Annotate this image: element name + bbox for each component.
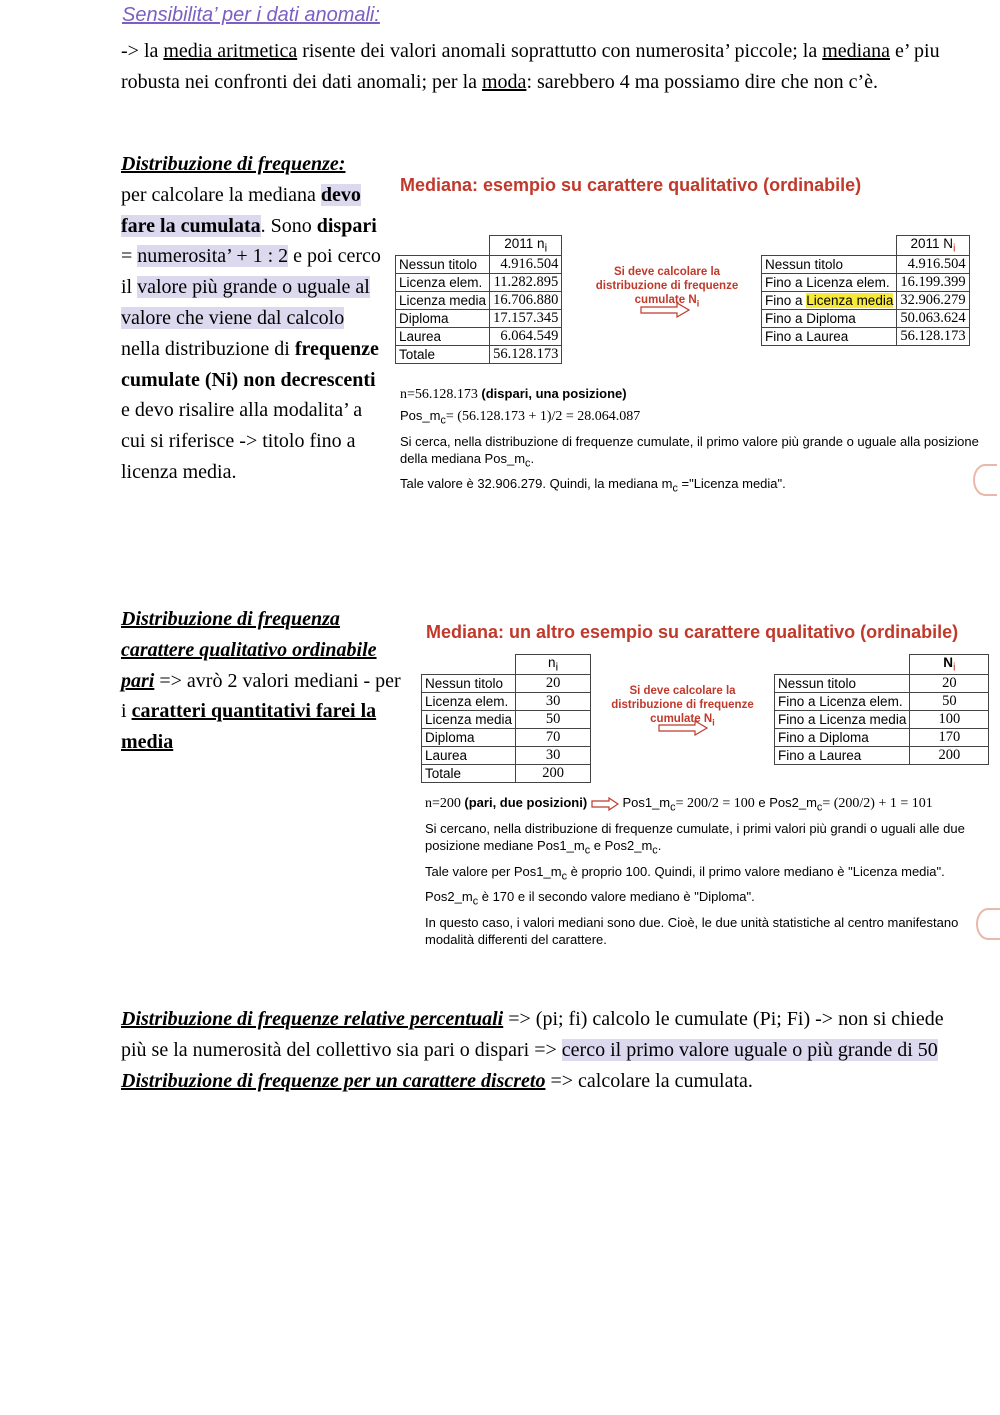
notes-text: e poi cerco il <box>121 245 381 299</box>
cumulative-note: Si deve calcolare la distribuzione di frequenze cumulate $N_i$ <box>611 685 754 729</box>
notes-even-distribution <box>121 604 401 758</box>
table-row: Fino a Licenza elem. 50 <box>775 692 989 710</box>
table-row: Licenza media 16.706.880 <box>396 291 562 309</box>
slide-title: Mediana: un altro esempio su carattere qualitativo (ordinabile) <box>426 622 959 642</box>
arrow-right-icon <box>639 302 691 318</box>
table-row: Licenza elem. 11.282.895 <box>396 273 562 291</box>
table-row: Fino a Licenza elem. 16.199.399 <box>762 273 970 291</box>
arrow-right-icon <box>657 720 709 736</box>
term-media: media aritmetica <box>163 40 298 62</box>
notes-highlight: devo fare la cumulata <box>121 183 361 237</box>
notes-heading: Distribuzione di frequenza carattere qualitativo ordinabile pari <box>121 608 377 692</box>
notes-text: = <box>121 245 138 268</box>
table-row: Totale 56.128.173 <box>396 345 562 363</box>
table-header: $n_i$ <box>516 655 591 675</box>
table-row: Laurea 30 <box>422 746 591 764</box>
table-row: Fino a Diploma 170 <box>775 728 989 746</box>
notes-highlight: valore più grande o uguale al valore che viene dal calcolo <box>121 276 370 329</box>
highlight-median-class: Licenza media <box>806 292 894 308</box>
cumulative-table-right <box>774 654 989 765</box>
table-header: 2011 $n_i$ <box>490 236 562 256</box>
notes-heading: Distribuzione di frequenze relative percentuali <box>121 1008 504 1030</box>
table-row: Laurea 6.064.549 <box>396 327 562 345</box>
intro-paragraph <box>121 36 951 98</box>
notes-bold: dispari <box>316 214 377 237</box>
table-row: Nessun titolo 20 <box>775 674 989 692</box>
section-title: Sensibilita’ per i dati anomali: <box>122 4 380 26</box>
table-row: Fino a Diploma 50.063.624 <box>762 309 970 327</box>
table-header: $N_i$ <box>910 655 989 675</box>
frequency-table-left <box>395 235 562 364</box>
table-row: Nessun titolo 4.916.504 <box>396 255 562 273</box>
notes-highlight: numerosita’ + 1 : 2 <box>137 245 289 268</box>
intro-text: risente dei valori anomali soprattutto con numerosita’ piccole; la <box>297 40 823 62</box>
notes-text: e devo risalire alla modalita’ a cui si riferisce -> titolo fino a licenza media. <box>121 399 363 483</box>
notes-text: => (pi; fi) calcolo le cumulate (Pi; Fi) -> non si chiede più se la numerosità del collettivo sia pari o dispari => <box>121 1008 944 1061</box>
slide-explanation: n=56.128.173 (dispari, una posizione) $Pos\_m_c= (56.128.173 + 1)/2 = 28.064.087$ Si cerca, nella distribuzione di frequenze cumulate, il primo valore più grande o uguale alla posizione della mediana $Pos\_m_c$. Tale valore è 32.906.279. Quindi, la mediana $m_c$ ="Licenza media". <box>400 386 979 495</box>
notes-text: per calcolare la mediana <box>121 183 321 206</box>
table-header: 2011 $N_i$ <box>897 236 969 256</box>
intro-text: : sarebbero 4 ma possiamo dire che non c’è. <box>526 71 878 93</box>
seal-icon <box>976 908 1000 940</box>
notes-highlight: cerco il primo valore uguale o più grande di 50 <box>561 1039 938 1061</box>
table-row: Licenza elem. 30 <box>422 692 591 710</box>
slide-title: Mediana: esempio su carattere qualitativo (ordinabile) <box>400 175 862 195</box>
term-moda: moda <box>482 71 527 93</box>
table-row: Fino a Licenza media 32.906.279 <box>762 291 970 309</box>
cumulative-note: Si deve calcolare la distribuzione di frequenze cumulate $N_i$ <box>595 266 739 310</box>
notes-relative-and-discrete <box>121 1004 961 1097</box>
table-row: Licenza media 50 <box>422 710 591 728</box>
table-row: Nessun titolo 4.916.504 <box>762 255 970 273</box>
slide-median-example-even <box>421 620 996 947</box>
term-mediana: mediana <box>822 40 890 62</box>
table-row: Fino a Laurea 56.128.173 <box>762 327 970 345</box>
notes-text: . Sono <box>260 214 317 237</box>
notes-text: => avrò 2 valori mediani - per i <box>121 669 401 723</box>
notes-bold: caratteri quantitativi farei la media <box>121 700 377 754</box>
arrow-right-icon <box>591 797 619 811</box>
table-row: Nessun titolo 20 <box>422 674 591 692</box>
table-row: Diploma 17.157.345 <box>396 309 562 327</box>
seal-icon <box>973 464 997 496</box>
slide-explanation: n=200 (pari, due posizioni) $Pos1\_m_c= 200/2 = 100$ e $Pos2\_m_c= (200/2) + 1 = 101$ Si cercano, nella distribuzione di frequenze cumulate, i primi valori più grandi o uguali alle due posizione mediane $Pos1\_m_c$ e $Pos2\_m_c$. Tale valore per $Pos1\_m_c$ è proprio 100. Quindi, il primo valore mediano è "Licenza media". $Pos2\_m_c$ è 170 e il secondo valore mediano è "Diploma". In questo caso, i valori mediani sono due. Cioè, le due unità statistiche al centro manifestano modalità differenti del carattere. <box>425 795 965 947</box>
notes-bold: frequenze cumulate (Ni) non decrescenti <box>121 337 379 391</box>
notes-heading: Distribuzione di frequenze per un carattere discreto <box>121 1070 546 1092</box>
table-row: Fino a Laurea 200 <box>775 746 989 764</box>
intro-text: e’ piu robusta nei confronti dei dati anomali; per la <box>121 40 940 93</box>
table-row: Diploma 70 <box>422 728 591 746</box>
table-row: Totale 200 <box>422 764 591 782</box>
notes-frequency-distribution <box>121 149 383 488</box>
cumulative-table-right <box>761 235 970 346</box>
intro-text: -> la <box>121 40 164 62</box>
notes-heading: Distribuzione di frequenze: <box>121 153 346 175</box>
notes-text: nella distribuzione di <box>121 337 295 360</box>
table-row: Fino a Licenza media 100 <box>775 710 989 728</box>
frequency-table-left <box>421 654 591 783</box>
slide-median-example-odd <box>395 172 995 495</box>
notes-text: => calcolare la cumulata. <box>545 1070 753 1092</box>
